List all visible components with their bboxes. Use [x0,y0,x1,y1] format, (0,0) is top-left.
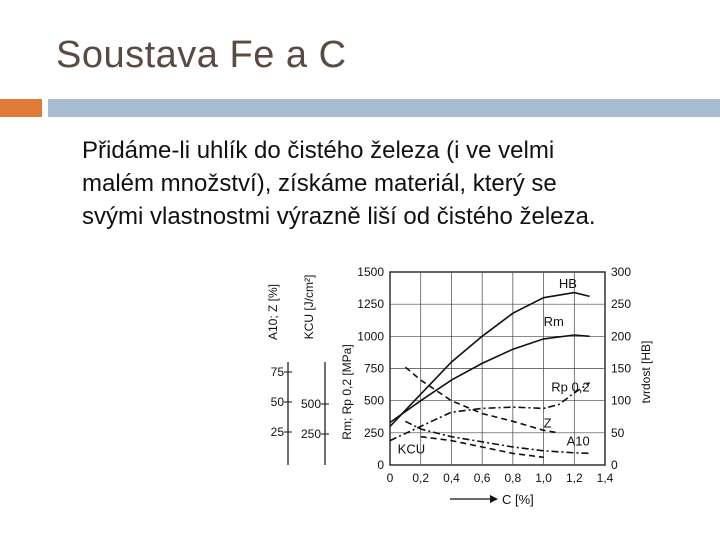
hb-tick-label: 100 [611,393,632,408]
hb-tick-label: 250 [611,297,632,312]
slide-title: Soustava Fe a C [56,34,347,76]
x-tick-label: 0,2 [412,471,430,485]
series-label: Z [543,415,552,431]
mpa-tick-label: 750 [363,361,384,376]
accent-bar [0,99,42,117]
kcu-tick-label: 500 [300,397,321,411]
series-label: A10 [566,433,590,449]
x-tick-label: 0,6 [473,471,491,485]
mpa-tick-label: 1250 [357,297,384,312]
hb-axis-label: tvrdost [HB] [639,340,653,404]
x-tick-label: 0 [386,471,394,485]
steel-properties-chart [255,252,655,512]
header-bar [48,99,720,117]
slide-body [82,134,702,233]
series-label: Rm [543,314,564,330]
hb-tick-label: 50 [611,425,625,440]
x-tick-label: 1,4 [596,471,614,485]
x-tick-label: 0,4 [443,471,460,485]
x-tick-label: 0,8 [504,471,522,485]
body-line: svými vlastnostmi výrazně liší od čistého železa. [82,203,596,230]
az-tick-label: 75 [270,365,284,379]
hb-tick-label: 150 [611,361,632,376]
az-axis-label: A10; Z [%] [266,283,280,341]
series-label: KCU [397,441,426,457]
x-tick-label: 1,2 [565,471,583,485]
az-tick-label: 25 [270,425,284,439]
mpa-tick-label: 250 [363,425,384,440]
series-label: Rp 0,2 [551,379,590,395]
series-label: HB [558,276,577,292]
hb-tick-label: 0 [611,458,618,472]
body-line: malém množství), získáme materiál, který se [82,170,557,197]
mpa-tick-label: 0 [377,458,384,472]
chart-ticks [271,265,632,485]
hb-tick-label: 200 [611,329,632,344]
mpa-tick-label: 500 [363,393,384,408]
x-tick-label: 1,0 [535,471,552,485]
mpa-axis-label: Rm; Rp 0,2 [MPa] [340,344,354,440]
mpa-tick-label: 1000 [357,329,384,344]
series-line-a10 [405,421,589,453]
mpa-tick-label: 1500 [357,265,384,279]
kcu-tick-label: 250 [300,427,321,441]
body-line: Přidáme-li uhlík do čistého železa (i ve velmi [82,137,555,164]
kcu-axis-label: KCU [J/cm²] [302,274,316,340]
hb-tick-label: 300 [611,265,632,279]
x-axis-label: C [%] [502,492,534,507]
az-tick-label: 50 [270,395,284,409]
x-axis-arrowhead [490,495,498,503]
